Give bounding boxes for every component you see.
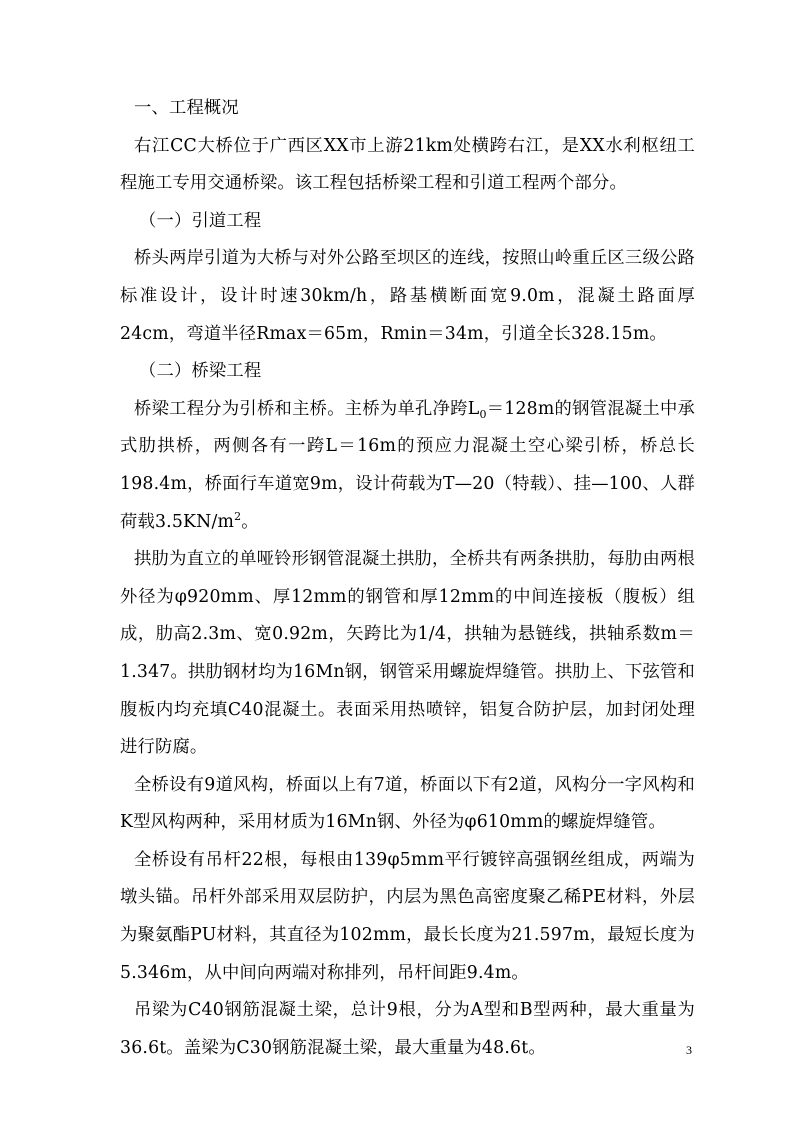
beam-paragraph: 吊梁为C40钢筋混凝土梁，总计9根，分为A型和B型两种，最大重量为36.6t。盖梁为C30钢筋混凝土梁，最大重量为48.6t。 <box>120 1000 695 1058</box>
bridge-overview-text-3: 。 <box>241 511 259 532</box>
page-number: 3 <box>686 1043 692 1057</box>
bridge-overview-paragraph <box>120 391 695 541</box>
intro-paragraph: 右江CC大桥位于广西区XX市上游21km处横跨右江，是XX水利枢纽工程施工专用交通桥梁。该工程包括桥梁工程和引道工程两个部分。 <box>120 135 695 194</box>
unit-superscript: 2 <box>234 509 242 523</box>
approach-road-paragraph: 桥头两岸引道为大桥与对外公路至坝区的连线，按照山岭重丘区三级公路标准设计，设计时速30km/h，路基横断面宽9.0m，混凝土路面厚24cm，弯道半径Rmax＝65m，Rmin＝34m，引道全长328.15m。 <box>120 248 695 344</box>
hanger-paragraph: 全桥设有吊杆22根，每根由139φ5mm平行镀锌高强钢丝组成，两端为墩头锚。吊杆外部采用双层防护，内层为黑色高密度聚乙稀PE材料，外层为聚氨酯PU材料，其直径为102mm，最长长度为21.597m，最短长度为5.346m，从中间向两端对称排列，吊杆间距9.4m。 <box>120 849 695 983</box>
document-body <box>120 90 695 1067</box>
subsection-heading-bridge: （二）桥梁工程 <box>139 361 262 382</box>
subsection-heading-approach-road: （一）引道工程 <box>139 210 262 231</box>
bridge-overview-text-2: ＝128m的钢管混凝土中承式肋拱桥，两侧各有一跨L＝16m的预应力混凝土空心梁引桥，桥总长198.4m，桥面行车道宽9m，设计荷载为T—20（特载）、挂—100、人群荷载3.5KN/m <box>120 398 695 532</box>
arch-rib-paragraph: 拱肋为直立的单哑铃形钢管混凝土拱肋，全桥共有两条拱肋，每肋由两根外径为φ920mm、厚12mm的钢管和厚12mm的中间连接板（腹板）组成，肋高2.3m、宽0.92m，矢跨比为1/4，拱轴为悬链线，拱轴系数m＝1.347。拱肋钢材均为16Mn钢，钢管采用螺旋焊缝管。拱肋上、下弦管和腹板内均充填C40混凝土。表面采用热喷锌，铝复合防护层，加封闭处理进行防腐。 <box>120 549 695 758</box>
span-subscript: 0 <box>479 407 487 421</box>
wind-bracing-paragraph: 全桥设有9道风构，桥面以上有7道，桥面以下有2道，风构分一字风构和K型风构两种，采用材质为16Mn钢、外径为φ610mm的螺旋焊缝管。 <box>120 774 695 833</box>
section-heading-overview: 一、工程概况 <box>134 98 239 118</box>
bridge-overview-text-1: 桥梁工程分为引桥和主桥。主桥为单孔净跨L <box>134 398 480 419</box>
